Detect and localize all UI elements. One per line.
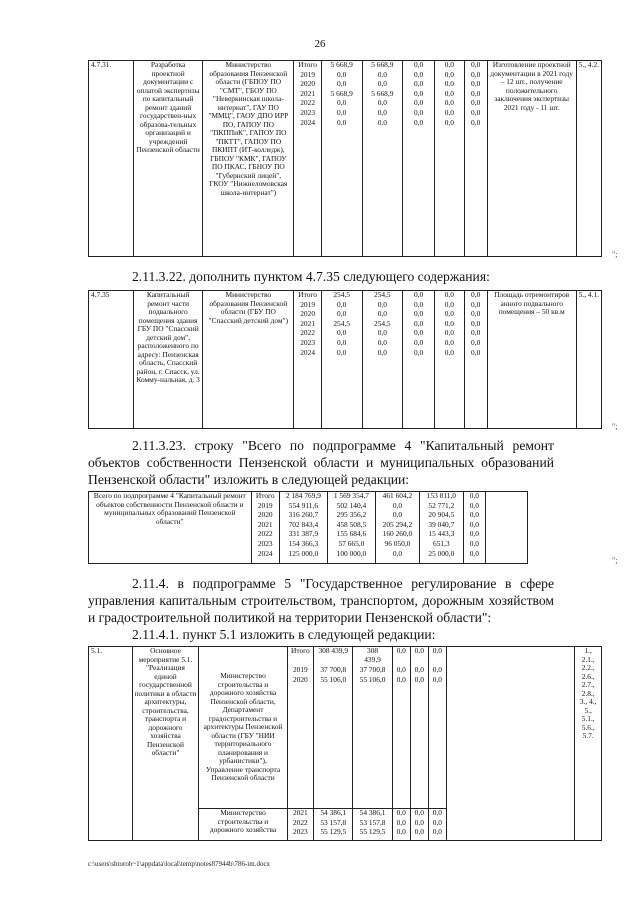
value-cell: 0,0 bbox=[444, 79, 454, 89]
value-cell: 0,0 bbox=[432, 817, 442, 827]
value-cell: 0,0 bbox=[413, 79, 424, 89]
value-cell: 0,0 bbox=[377, 299, 387, 309]
federal-column bbox=[392, 647, 410, 809]
federal-column bbox=[403, 291, 435, 429]
quote-mark: "; bbox=[612, 422, 618, 431]
year-cell: 2020 bbox=[257, 510, 273, 520]
value-cell: 0,0 bbox=[444, 309, 454, 319]
value-cell: 0,0 bbox=[377, 107, 387, 117]
value-cell: 37 700,8 bbox=[320, 665, 347, 674]
value-cell: 0,0 bbox=[414, 665, 424, 674]
value-cell: 0,0 bbox=[377, 309, 387, 319]
value-cell: 0,0 bbox=[471, 117, 481, 127]
value-cell: 55 106,0 bbox=[359, 674, 386, 684]
row-name: Разработка проектной документации с оплатой экспертизы по капитальный ремонт зданий государствен-ных образова-тельных организаций и учреждений Пензенской области bbox=[134, 61, 203, 257]
value-cell: 54 386,1 bbox=[320, 808, 347, 817]
year-cell: 2021 bbox=[300, 318, 316, 328]
municipal-column bbox=[410, 809, 428, 841]
year-cell: 2020 bbox=[300, 309, 316, 319]
value-cell: 0,0 bbox=[471, 337, 481, 347]
year-cell: 2024 bbox=[300, 117, 316, 127]
other-column bbox=[464, 61, 487, 257]
value-cell: 0,0 bbox=[337, 328, 347, 338]
year-cell: 2023 bbox=[300, 107, 316, 117]
value-cell: 254,5 bbox=[333, 290, 350, 299]
regional-column bbox=[353, 809, 392, 841]
value-cell: 0,0 bbox=[471, 347, 481, 357]
value-cell: 295 356,2 bbox=[336, 510, 367, 520]
value-cell: 0,0 bbox=[413, 337, 424, 347]
value-cell: 5 668,9 bbox=[330, 88, 353, 98]
value-cell: 0,0 bbox=[396, 646, 406, 655]
municipal-column bbox=[419, 492, 463, 564]
value-cell: 53 157,8 bbox=[320, 817, 347, 827]
year-cell: 2024 bbox=[300, 347, 316, 357]
empty-cell bbox=[446, 647, 575, 841]
value-cell: 0,0 bbox=[396, 817, 406, 827]
value-cell: 0,0 bbox=[469, 491, 479, 500]
year-cell: 2022 bbox=[292, 817, 308, 827]
value-cell: 5 668,9 bbox=[371, 60, 394, 69]
value-cell: 0,0 bbox=[413, 98, 424, 108]
value-cell: 5 668,9 bbox=[330, 60, 353, 69]
value-cell: 0,0 bbox=[471, 107, 481, 117]
value-cell: 52 771,2 bbox=[428, 500, 455, 510]
value-cell: 0,0 bbox=[444, 107, 454, 117]
value-cell: 0,0 bbox=[413, 328, 424, 338]
federal-column bbox=[392, 809, 410, 841]
value-cell: 0,0 bbox=[392, 500, 403, 510]
value-cell: 205 294,2 bbox=[382, 519, 413, 529]
value-cell: 0,0 bbox=[471, 309, 481, 319]
value-cell: 96 050,0 bbox=[384, 538, 411, 548]
value-cell: 54 386,1 bbox=[359, 808, 386, 817]
regional-column bbox=[327, 492, 375, 564]
year-cell: 2019 bbox=[257, 500, 273, 510]
year-cell: 2022 bbox=[300, 98, 316, 108]
value-cell: 55 129,5 bbox=[320, 827, 347, 837]
value-cell: 331 387,9 bbox=[288, 529, 319, 539]
value-cell: 0,0 bbox=[413, 347, 424, 357]
value-cell: 458 508,5 bbox=[336, 519, 367, 529]
value-cell: 0,0 bbox=[413, 88, 424, 98]
value-cell: 0,0 bbox=[444, 318, 454, 328]
value-cell: 0,0 bbox=[377, 98, 387, 108]
value-cell: 0,0 bbox=[337, 347, 347, 357]
year-cell: 2020 bbox=[300, 79, 316, 89]
municipal-column bbox=[410, 647, 428, 809]
value-cell: 55 129,5 bbox=[359, 827, 386, 837]
value-cell: 0,0 bbox=[396, 665, 406, 674]
year-cell: 2021 bbox=[257, 519, 273, 529]
value-cell: 0,0 bbox=[377, 117, 387, 127]
row-ref: 5., 4.2. bbox=[576, 61, 601, 257]
year-cell: 2019 bbox=[292, 665, 308, 674]
year-cell: Итого bbox=[290, 646, 310, 655]
value-cell: 0,0 bbox=[471, 328, 481, 338]
value-cell: 0,0 bbox=[444, 117, 454, 127]
value-cell: 308 439,9 bbox=[364, 646, 381, 664]
value-cell: 0,0 bbox=[414, 827, 424, 837]
table-4-7-35 bbox=[88, 290, 602, 429]
row-indicator: Изготовление проектной документации в 2021 году – 12 шт., получение положительного заключения экспертизы 2021 году - 11 шт. bbox=[487, 61, 576, 257]
value-cell: 0,0 bbox=[469, 538, 479, 548]
value-cell: 0,0 bbox=[337, 299, 347, 309]
footer-file-path: c:\users\shtoroh~1\appdata\local\temp\notes87944b\786-im.docx bbox=[88, 860, 271, 868]
year-cell: 2019 bbox=[300, 299, 316, 309]
value-cell: 0,0 bbox=[469, 510, 479, 520]
other-column bbox=[428, 809, 446, 841]
paragraph-2-11-3-23: 2.11.3.23. строку "Всего по подпрограмме 4 "Капитальный ремонт объектов собственности Пензенской области и муниципальных образований Пензенской области" изложить в следующей редакции: bbox=[88, 438, 554, 487]
total-column bbox=[314, 809, 353, 841]
total-column bbox=[321, 291, 362, 429]
value-cell: 0,0 bbox=[471, 69, 481, 79]
value-cell: 0,0 bbox=[396, 827, 406, 837]
value-cell: 0,0 bbox=[471, 88, 481, 98]
federal-column bbox=[375, 492, 419, 564]
value-cell: 0,0 bbox=[414, 674, 424, 684]
quote-mark: "; bbox=[612, 556, 618, 565]
year-cell: 2019 bbox=[300, 69, 316, 79]
regional-column bbox=[362, 291, 403, 429]
value-cell: 0,0 bbox=[471, 79, 481, 89]
value-cell: 25 000,0 bbox=[428, 548, 455, 558]
year-cell: 2021 bbox=[292, 808, 308, 817]
value-cell: 39 040,7 bbox=[428, 519, 455, 529]
year-cell: 2022 bbox=[257, 529, 273, 539]
value-cell: 502 140,4 bbox=[336, 500, 367, 510]
year-cell: 2023 bbox=[257, 538, 273, 548]
year-cell: Итого bbox=[255, 491, 275, 500]
value-cell: 0,0 bbox=[444, 98, 454, 108]
table-5-1 bbox=[88, 646, 602, 841]
year-cell: Итого bbox=[298, 290, 317, 299]
other-column bbox=[464, 291, 487, 429]
value-cell: 2 184 769,9 bbox=[285, 491, 321, 500]
paragraph-2-11-3-22: 2.11.3.22. дополнить пунктом 4.7.35 следующего содержания: bbox=[132, 269, 490, 284]
years-column bbox=[294, 61, 321, 257]
value-cell: 0,0 bbox=[413, 60, 424, 69]
row-name: Всего по подпрограмме 4 "Капитальный ремонт объектов собственности Пензенской области и муниципальных образований Пензенской области" bbox=[89, 492, 252, 564]
row-indicator: Площадь отремонтиров анного подвального помещения – 50 кв.м bbox=[487, 291, 576, 429]
value-cell: 5 668,9 bbox=[371, 88, 394, 98]
value-cell: 0,0 bbox=[413, 318, 424, 328]
value-cell: 0,0 bbox=[414, 646, 424, 655]
value-cell: 155 684,6 bbox=[336, 529, 367, 539]
value-cell: 0,0 bbox=[471, 318, 481, 328]
value-cell: 0,0 bbox=[432, 674, 442, 684]
value-cell: 0,0 bbox=[337, 69, 347, 79]
value-cell: 0,0 bbox=[471, 98, 481, 108]
value-cell: 0,0 bbox=[337, 107, 347, 117]
table-4-7-31 bbox=[88, 60, 602, 257]
value-cell: 0,0 bbox=[432, 665, 442, 674]
other-column bbox=[428, 647, 446, 809]
quote-mark: "; bbox=[612, 250, 618, 259]
value-cell: 0,0 bbox=[471, 290, 481, 299]
year-cell: 2023 bbox=[292, 827, 308, 837]
value-cell: 308 439,9 bbox=[318, 646, 349, 655]
value-cell: 37 700,8 bbox=[359, 665, 386, 674]
value-cell: 0,0 bbox=[432, 646, 442, 655]
value-cell: 0,0 bbox=[469, 548, 479, 558]
paragraph-2-11-4: 2.11.4. в подпрограмме 5 "Государственное регулирование в сфере управления капитальным строительством, транспортом, дорожным хозяйством и градостроительной политикой на территории Пензенской области": bbox=[88, 576, 554, 625]
year-cell: 2020 bbox=[292, 674, 308, 684]
value-cell: 0,0 bbox=[413, 299, 424, 309]
value-cell: 651,3 bbox=[433, 538, 450, 548]
row-executor: Министерство строительства и дорожного хозяйства Пензенской области, Департамент градостроительства и архитектуры Пензенской области (ГБУ "НИИ территориального планирования и урбанистики"), Управление транспорта Пензенской области bbox=[199, 647, 287, 809]
value-cell: 0,0 bbox=[413, 290, 424, 299]
value-cell: 554 911,6 bbox=[288, 500, 319, 510]
value-cell: 57 665,0 bbox=[338, 538, 365, 548]
row-executor: Министерство образования Пензенской области (ГБУ ПО "Спасский детский дом") bbox=[203, 291, 294, 429]
value-cell: 0,0 bbox=[444, 299, 454, 309]
regional-column bbox=[353, 647, 392, 809]
year-cell: 2022 bbox=[300, 328, 316, 338]
value-cell: 0,0 bbox=[444, 328, 454, 338]
years-column bbox=[294, 291, 321, 429]
value-cell: 0,0 bbox=[469, 500, 479, 510]
value-cell: 0,0 bbox=[469, 519, 479, 529]
value-cell: 0,0 bbox=[413, 117, 424, 127]
value-cell: 15 443,3 bbox=[428, 529, 455, 539]
value-cell: 0,0 bbox=[432, 827, 442, 837]
value-cell: 0,0 bbox=[377, 347, 387, 357]
value-cell: 0,0 bbox=[392, 510, 403, 520]
value-cell: 0,0 bbox=[377, 79, 387, 89]
municipal-column bbox=[434, 291, 464, 429]
value-cell: 55 106,0 bbox=[320, 674, 347, 684]
row-ref: 1., 2.1., 2.2., 2.6., 2.7., 2.8., 3., 4., 5., 5.1., 5.6., 5.7. bbox=[575, 647, 602, 841]
year-cell: 2024 bbox=[257, 548, 273, 558]
value-cell: 0,0 bbox=[392, 548, 403, 558]
value-cell: 254,5 bbox=[333, 318, 350, 328]
year-cell: Итого bbox=[298, 60, 317, 69]
row-name: Основное мероприятие 5.1. "Реализация единой государственной политики в области архитектуры, строительства, транспорта и дорожного хозяйства Пензенской области" bbox=[132, 647, 199, 841]
value-cell: 0,0 bbox=[444, 347, 454, 357]
regional-column bbox=[362, 61, 403, 257]
value-cell: 0,0 bbox=[337, 79, 347, 89]
other-column bbox=[463, 492, 485, 564]
value-cell: 0,0 bbox=[413, 309, 424, 319]
value-cell: 0,0 bbox=[337, 98, 347, 108]
value-cell: 0,0 bbox=[444, 60, 454, 69]
row-name: Капитальный ремонт части подвального помещения здания ГБУ ПО "Спасский детский дом", расположенного по адресу: Пензенская область, Спасский район, г. Спасск, ул. Комму-нальная, д. 3 bbox=[134, 291, 203, 429]
row-executor: Министерство образования Пензенской области (ГБПОУ ПО "СМТ", ГБОУ ПО "Неверкинская школа-интернат", ГАУ ПО "ММЦ", ГАОУ ДПО ИРР ПО, ГАПОУ ПО "ПКППиК", ГАПОУ ПО "ПКТТ", ГАПОУ ПО ПКИПТ (ИТ-колледж), ГБПОУ "КМК", ГАПОУ ПО ПКАС, ГБНОУ ПО "Губернский лицей", ГКОУ "Нижнеломовская школа-интернат") bbox=[203, 61, 294, 257]
value-cell: 0,0 bbox=[471, 60, 481, 69]
value-cell: 0,0 bbox=[471, 299, 481, 309]
value-cell: 316 260,7 bbox=[288, 510, 319, 520]
value-cell: 154 366,3 bbox=[288, 538, 319, 548]
value-cell: 125 000,0 bbox=[288, 548, 319, 558]
total-column bbox=[314, 647, 353, 809]
year-cell: 2023 bbox=[300, 337, 316, 347]
value-cell: 0,0 bbox=[337, 309, 347, 319]
value-cell: 0,0 bbox=[337, 117, 347, 127]
value-cell: 0,0 bbox=[414, 808, 424, 817]
value-cell: 254,5 bbox=[374, 290, 391, 299]
municipal-column bbox=[434, 61, 464, 257]
table-subprogram-4-total bbox=[88, 491, 528, 564]
year-cell: 2021 bbox=[300, 88, 316, 98]
total-column bbox=[279, 492, 327, 564]
value-cell: 0,0 bbox=[444, 69, 454, 79]
value-cell: 0,0 bbox=[444, 290, 454, 299]
federal-column bbox=[403, 61, 435, 257]
row-ref: 5., 4.1. bbox=[576, 291, 601, 429]
value-cell: 0,0 bbox=[469, 529, 479, 539]
value-cell: 100 000,0 bbox=[336, 548, 367, 558]
value-cell: 0,0 bbox=[444, 337, 454, 347]
years-column bbox=[251, 492, 279, 564]
years-column bbox=[287, 809, 314, 841]
value-cell: 20 904,5 bbox=[428, 510, 455, 520]
row-executor: Министерство строительства и дорожного хозяйства bbox=[199, 809, 287, 841]
empty-cell bbox=[485, 492, 527, 564]
value-cell: 461 604,2 bbox=[382, 491, 413, 500]
value-cell: 0,0 bbox=[396, 808, 406, 817]
value-cell: 0,0 bbox=[432, 808, 442, 817]
value-cell: 53 157,8 bbox=[359, 817, 386, 827]
value-cell: 254,5 bbox=[374, 318, 391, 328]
value-cell: 0,0 bbox=[377, 69, 387, 79]
value-cell: 0,0 bbox=[414, 817, 424, 827]
value-cell: 0,0 bbox=[444, 88, 454, 98]
value-cell: 0,0 bbox=[377, 337, 387, 347]
years-column bbox=[287, 647, 314, 809]
value-cell: 1 569 354,7 bbox=[333, 491, 369, 500]
row-code: 4.7.31. bbox=[89, 61, 134, 257]
value-cell: 0,0 bbox=[413, 69, 424, 79]
row-code: 5.1. bbox=[89, 647, 133, 841]
value-cell: 0,0 bbox=[377, 328, 387, 338]
value-cell: 702 843,4 bbox=[288, 519, 319, 529]
value-cell: 160 260,0 bbox=[382, 529, 413, 539]
total-column bbox=[321, 61, 362, 257]
value-cell: 153 811,0 bbox=[426, 491, 456, 500]
value-cell: 0,0 bbox=[337, 337, 347, 347]
value-cell: 0,0 bbox=[413, 107, 424, 117]
row-code: 4.7.35 bbox=[89, 291, 134, 429]
page-number: 26 bbox=[314, 38, 326, 50]
paragraph-2-11-4-1: 2.11.4.1. пункт 5.1 изложить в следующей редакции: bbox=[132, 627, 436, 642]
value-cell: 0,0 bbox=[396, 674, 406, 684]
